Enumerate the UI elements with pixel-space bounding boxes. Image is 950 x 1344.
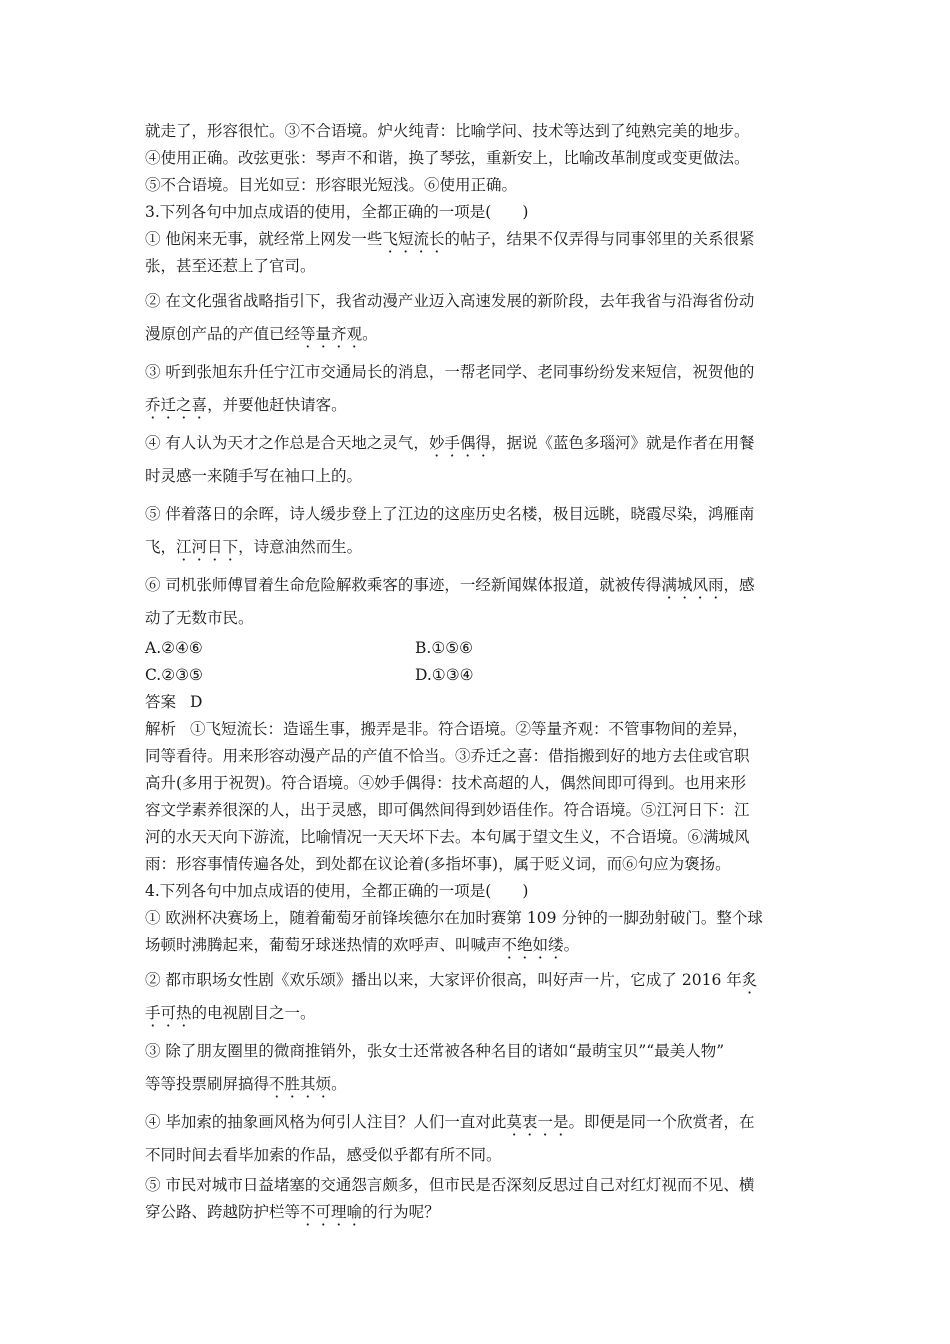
- emphasized-idiom: [300, 325, 362, 343]
- option-c: C.②③⑤: [145, 666, 203, 684]
- emphasis-char: 手: [444, 434, 460, 452]
- emphasis-char: 雨: [707, 576, 724, 594]
- emphasized-idiom: [506, 1113, 568, 1131]
- options-row: [145, 635, 813, 662]
- option-d: D.①③④: [415, 666, 474, 684]
- sentence-2: ② 都市职场女性剧《欢乐颂》播出以来，大家评价很高，叫好声一片，它成了 2016 年炙 手可热的电视剧目之一。: [145, 971, 758, 1022]
- emphasized-idiom: [269, 1075, 331, 1093]
- emphasis-char: 莫: [506, 1113, 522, 1131]
- emphasis-char: 理: [331, 1203, 347, 1221]
- emphasized-idiom: [300, 1203, 362, 1221]
- emphasis-char: 其: [300, 1075, 316, 1093]
- text-line: 就走了，形容很忙。③不合语境。炉火纯青：比喻学问、技术等达到了纯熟完美的地步。: [145, 122, 750, 140]
- emphasized-idiom: [176, 538, 238, 556]
- answer-value: D: [190, 693, 203, 711]
- emphasis-char: 缕: [548, 936, 564, 954]
- previous-analysis: [145, 118, 813, 199]
- emphasis-char: 绝: [517, 936, 533, 954]
- document-page: [145, 118, 813, 1226]
- emphasized-idiom: [382, 230, 444, 248]
- emphasis-char: 可: [315, 1203, 332, 1221]
- emphasis-char: 江: [176, 538, 192, 556]
- options-row: [145, 662, 813, 689]
- emphasized-idiom: [145, 396, 207, 414]
- emphasis-char: 如: [532, 936, 549, 954]
- sentence-4: ④ 毕加索的抽象画风格为何引人注目？人们一直对此莫衷一是。即便是同一个欣赏者，在 不同时间去看毕加索的作品，感受似乎都有所不同。: [145, 1113, 755, 1164]
- question-3: [145, 199, 813, 878]
- emphasis-char: 手: [145, 1004, 161, 1022]
- emphasis-char: 河: [191, 538, 208, 556]
- emphasis-char: 量: [315, 325, 332, 343]
- emphasis-char: 风: [692, 576, 708, 594]
- emphasis-char: 妙: [428, 434, 445, 452]
- emphasis-char: 可: [160, 1004, 177, 1022]
- text-line: ④使用正确。改弦更张：琴声不和谐，换了琴弦，重新安上，比喻改革制度或变更做法。: [145, 149, 750, 167]
- emphasis-char: 衷: [521, 1113, 538, 1131]
- emphasis-char: 短: [397, 230, 414, 248]
- question-4: [145, 878, 813, 1226]
- question-stem: 4.下列各句中加点成语的使用，全都正确的一项是( ): [145, 882, 529, 900]
- emphasis-char: 城: [676, 576, 693, 594]
- sentence-5: ⑤ 伴着落日的余晖，诗人缓步登上了江边的这座历史名楼，极目远眺，晓霞尽染，鸿雁南 飞，江河日下，诗意油然而生。: [145, 505, 755, 556]
- emphasis-char: 喻: [346, 1203, 363, 1221]
- emphasized-idiom: [429, 434, 491, 452]
- text-line: ⑤不合语境。目光如豆：形容眼光短浅。⑥使用正确。: [145, 176, 518, 194]
- emphasis-char: 得: [475, 434, 491, 452]
- emphasis-char: 不: [269, 1075, 285, 1093]
- emphasis-char: 胜: [284, 1075, 301, 1093]
- emphasis-char: 齐: [331, 325, 347, 343]
- emphasis-char: 长: [428, 230, 445, 248]
- emphasis-char: 满: [661, 576, 677, 594]
- emphasis-char: 热: [176, 1004, 192, 1022]
- emphasis-char: 下: [222, 538, 239, 556]
- sentence-1: ① 他闲来无事，就经常上网发一些飞短流长的帖子，结果不仅弄得与同事邻里的关系很紧 张，甚至还惹上了官司。: [145, 230, 755, 275]
- emphasis-char: 喜: [191, 396, 208, 414]
- sentence-3: ③ 除了朋友圈里的微商推销外，张女士还常被各种名目的诸如“最萌宝贝”“最美人物” 等等投票刷屏搞得不胜其烦。: [145, 1042, 725, 1093]
- emphasis-char: 之: [176, 396, 192, 414]
- emphasis-char: 飞: [382, 230, 398, 248]
- emphasis-char: 烦: [315, 1075, 332, 1093]
- sentence-5: ⑤ 市民对城市日益堵塞的交通怨言颇多，但市民是否深刻反思过自己对红灯视而不见、横 穿公路、跨越防护栏等不可理喻的行为呢？: [145, 1176, 755, 1221]
- emphasis-char: 不: [501, 936, 518, 954]
- sentence-3: ③ 听到张旭东升任宁江市交通局长的消息，一帮老同学、老同事纷纷发来短信，祝贺他的 乔迁之喜，并要他赶快请客。: [145, 363, 755, 414]
- question-stem: 3.下列各句中加点成语的使用，全都正确的一项是( ): [145, 203, 529, 221]
- sentence-4: ④ 有人认为天才之作总是合天地之灵气，妙手偶得，据说《蓝色多瑙河》就是作者在用餐 时灵感一来随手写在袖口上的。: [145, 434, 755, 485]
- emphasized-idiom: 炙: [741, 971, 758, 989]
- emphasis-char: 流: [413, 230, 429, 248]
- emphasized-idiom: [502, 936, 564, 954]
- emphasis-char: 等: [300, 325, 316, 343]
- emphasis-char: 观: [346, 325, 363, 343]
- emphasis-char: 日: [207, 538, 223, 556]
- emphasis-char: 一: [537, 1113, 553, 1131]
- option-b: B.①⑤⑥: [415, 639, 474, 657]
- sentence-1: ① 欧洲杯决赛场上，随着葡萄牙前锋埃德尔在加时赛第 109 分钟的一脚劲射破门。整个球 场顿时沸腾起来，葡萄牙球迷热情的欢呼声、叫喊声不绝如缕。: [145, 909, 763, 954]
- emphasis-char: 是: [552, 1113, 569, 1131]
- emphasized-idiom: [661, 576, 723, 594]
- answer-line: [145, 689, 813, 716]
- option-a: A.②④⑥: [145, 639, 203, 657]
- sentence-6: ⑥ 司机张师傅冒着生命危险解救乘客的事迹，一经新闻媒体报道，就被传得满城风雨，感 动了无数市民。: [145, 576, 755, 627]
- analysis: 解析 ①飞短流长：造谣生事，搬弄是非。符合语境。②等量齐观：不管事物间的差异， 同等看待。用来形容动漫产品的产值不恰当。③乔迁之喜：借指搬到好的地方去住或官职 高升(多用于祝贺)。符合语境。④妙手偶得：技术高超的人，偶然间即可得到。也用来形 容文学素养很深的人，出于灵感，即可偶然间得到妙语佳作。符合语境。⑤江河日下：江 河的水天天向下游流，比喻情况一天天坏下去。本句属于望文生义，不合语境。⑥满城风 雨：形容事情传遍各处，到处都在议论着(多指坏事)，属于贬义词，而⑥句应为褒扬。: [145, 720, 750, 873]
- answer-label: 答案: [145, 693, 177, 711]
- analysis-label: 解析: [145, 720, 177, 738]
- emphasis-char: 不: [300, 1203, 316, 1221]
- emphasis-char: 迁: [160, 396, 177, 414]
- emphasized-idiom: [145, 1004, 192, 1022]
- emphasis-char: 乔: [145, 396, 161, 414]
- sentence-2: ② 在文化强省战略指引下，我省动漫产业迈入高速发展的新阶段，去年我省与沿海省份动 漫原创产品的产值已经等量齐观。: [145, 292, 755, 343]
- emphasis-char: 偶: [459, 434, 476, 452]
